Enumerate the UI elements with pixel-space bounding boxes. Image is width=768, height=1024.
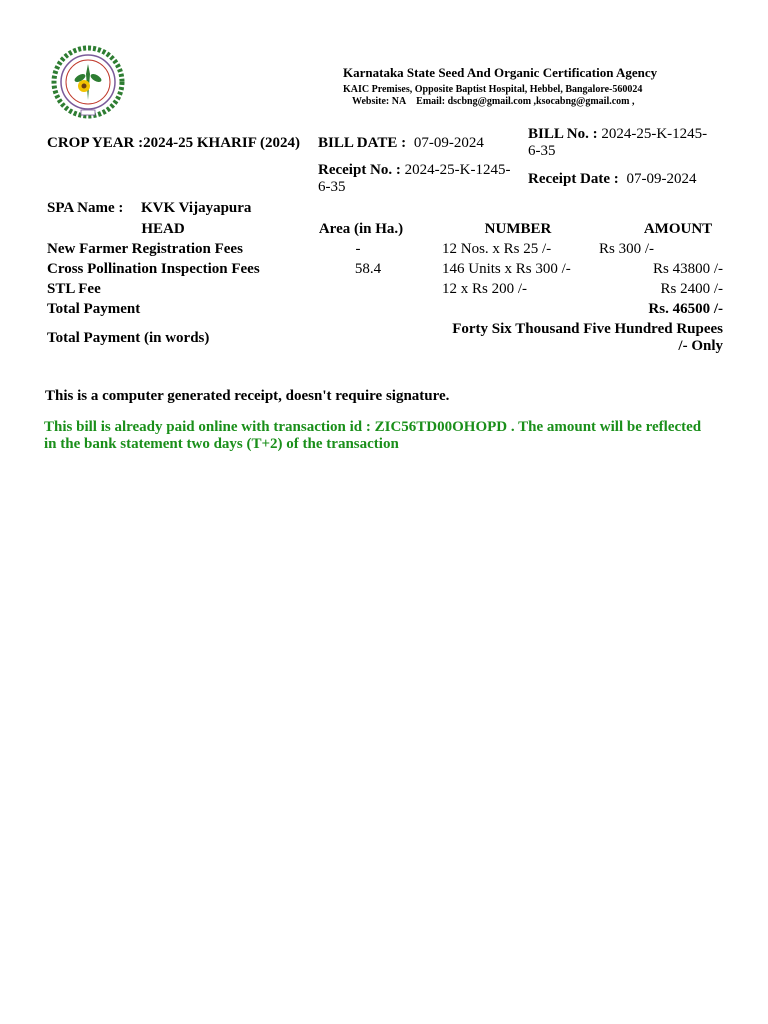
table-row-amount: Rs 2400 /- xyxy=(660,281,723,297)
table-row-amount: Rs 300 /- xyxy=(599,241,655,257)
crop-year: CROP YEAR :2024-25 KHARIF (2024) xyxy=(47,135,301,151)
website-label: Website: xyxy=(352,96,390,107)
payment-status-note xyxy=(44,419,701,453)
email-value: dscbng@gmail.com ,ksocabng@gmail.com , xyxy=(447,96,635,107)
agency-address: KAIC Premises, Opposite Baptist Hospital, Hebbel, Bangalore-560024 xyxy=(343,84,643,95)
bill-no xyxy=(528,126,707,160)
bill-no-value-line2: 6-35 xyxy=(528,143,556,159)
col-header-number: NUMBER xyxy=(484,221,552,237)
table-row-number: 12 x Rs 200 /- xyxy=(442,281,528,297)
total-words-line2: /- Only xyxy=(678,338,723,354)
website-value: NA xyxy=(391,96,407,107)
col-header-amount: AMOUNT xyxy=(643,221,713,237)
table-row-head: New Farmer Registration Fees xyxy=(47,241,243,257)
payment-status-line1: This bill is already paid online with transaction id : ZIC56TD00OHOPD . The amount will be reflected xyxy=(44,419,702,435)
bill-no-value-line1: 2024-25-K-1245- xyxy=(601,126,708,142)
total-payment-label: Total Payment xyxy=(47,301,141,317)
col-header-area: Area (in Ha.) xyxy=(318,221,404,237)
total-words-line1: Forty Six Thousand Five Hundred Rupees xyxy=(452,321,723,337)
emblem-icon xyxy=(50,44,126,120)
table-row-amount: Rs 43800 /- xyxy=(652,261,723,277)
receipt-no xyxy=(318,162,510,196)
bill-date-label: BILL DATE : xyxy=(318,135,407,151)
receipt-no-value-line2: 6-35 xyxy=(318,179,346,195)
total-words-value xyxy=(420,321,723,355)
computer-generated-note: This is a computer generated receipt, doesn't require signature. xyxy=(45,388,450,404)
col-header-head: HEAD xyxy=(141,221,185,237)
receipt-date-value: 07-09-2024 xyxy=(626,171,697,187)
table-row-number: 146 Units x Rs 300 /- xyxy=(442,261,571,277)
spa-name-label: SPA Name : xyxy=(47,200,124,216)
agency-name: Karnataka State Seed And Organic Certification Agency xyxy=(343,65,658,80)
table-row-number: 12 Nos. x Rs 25 /- xyxy=(442,241,552,257)
bill-date xyxy=(318,135,484,152)
payment-status-line2: in the bank statement two days (T+2) of the transaction xyxy=(44,436,399,452)
table-row-head: STL Fee xyxy=(47,281,101,297)
agency-contact xyxy=(352,96,635,107)
table-row-head: Cross Pollination Inspection Fees xyxy=(47,261,260,277)
spa-name-value: KVK Vijayapura xyxy=(141,200,252,216)
email-label: Email: xyxy=(416,96,446,107)
bill-no-label: BILL No. : xyxy=(528,126,598,142)
table-row-area: - xyxy=(355,241,361,257)
bill-date-value: 07-09-2024 xyxy=(413,135,484,151)
total-words-label: Total Payment (in words) xyxy=(47,330,210,346)
total-payment-value: Rs. 46500 /- xyxy=(648,301,723,317)
table-row-area: 58.4 xyxy=(354,261,382,277)
receipt-no-value-line1: 2024-25-K-1245- xyxy=(404,162,511,178)
receipt-date-label: Receipt Date : xyxy=(528,171,619,187)
agency-logo xyxy=(50,44,126,120)
receipt-date xyxy=(528,171,697,188)
receipt-no-label: Receipt No. : xyxy=(318,162,401,178)
